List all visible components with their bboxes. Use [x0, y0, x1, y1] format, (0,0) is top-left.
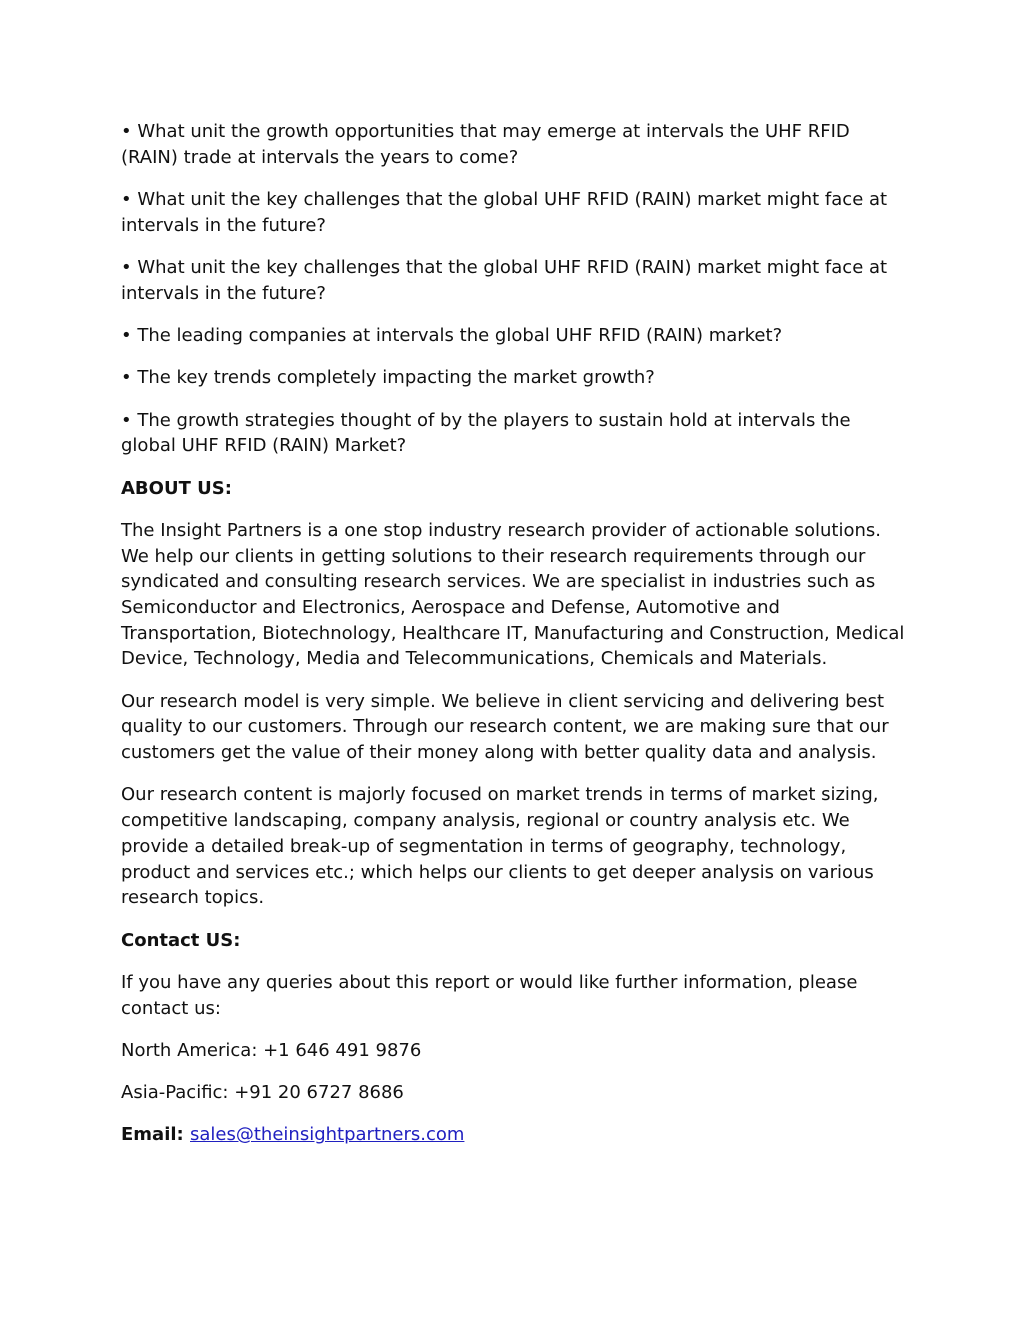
contact-email-line [121, 1122, 911, 1148]
contact-us-heading: Contact US: [121, 929, 241, 951]
about-us-heading: ABOUT US: [121, 477, 232, 499]
about-paragraph-research-content: Our research content is majorly focused on market trends in terms of market sizing, competitive landscaping, company analysis, regional or country analysis etc. We provide a detailed break-up of segmentation in terms of geography, technology, product and services etc.; which helps our clients to get deeper analysis on various research topics. [121, 784, 879, 909]
email-link[interactable]: sales@theinsightpartners.com [190, 1124, 465, 1146]
bullet-key-challenges: • What unit the key challenges that the global UHF RFID (RAIN) market might face at intervals in the future? [121, 189, 888, 236]
contact-north-america-phone: North America: +1 646 491 9876 [121, 1039, 422, 1061]
contact-intro: If you have any queries about this report or would like further information, please contact us: [121, 971, 858, 1019]
bullet-key-challenges-repeat: • What unit the key challenges that the global UHF RFID (RAIN) market might face at intervals in the future? [121, 257, 888, 304]
bullet-growth-opportunities: • What unit the growth opportunities that may emerge at intervals the UHF RFID (RAIN) trade at intervals the years to come? [121, 121, 850, 168]
email-label: Email: [121, 1124, 191, 1146]
bullet-growth-strategies: • The growth strategies thought of by the players to sustain hold at intervals the global UHF RFID (RAIN) Market? [121, 409, 851, 457]
about-paragraph-company: The Insight Partners is a one stop industry research provider of actionable solutions. We help our clients in getting solutions to their research requirements through our syndicated and consulting research services. We are specialist in industries such as Semiconductor and Electronics, Aerospace and Defense, Automotive and Transportation, Biotechnology, Healthcare IT, Manufacturing and Construction, Medical Device, Technology, Media and Telecommunications, Chemicals and Materials. [121, 519, 905, 670]
about-paragraph-research-model: Our research model is very simple. We believe in client servicing and delivering best quality to our customers. Through our research content, we are making sure that our customers get the value of their money along with better quality data and analysis. [121, 690, 889, 764]
document-page [121, 119, 911, 1165]
bullet-key-trends: • The key trends completely impacting the market growth? [121, 367, 655, 389]
bullet-leading-companies: • The leading companies at intervals the global UHF RFID (RAIN) market? [121, 325, 783, 346]
contact-asia-pacific-phone: Asia-Pacific: +91 20 6727 8686 [121, 1082, 404, 1104]
